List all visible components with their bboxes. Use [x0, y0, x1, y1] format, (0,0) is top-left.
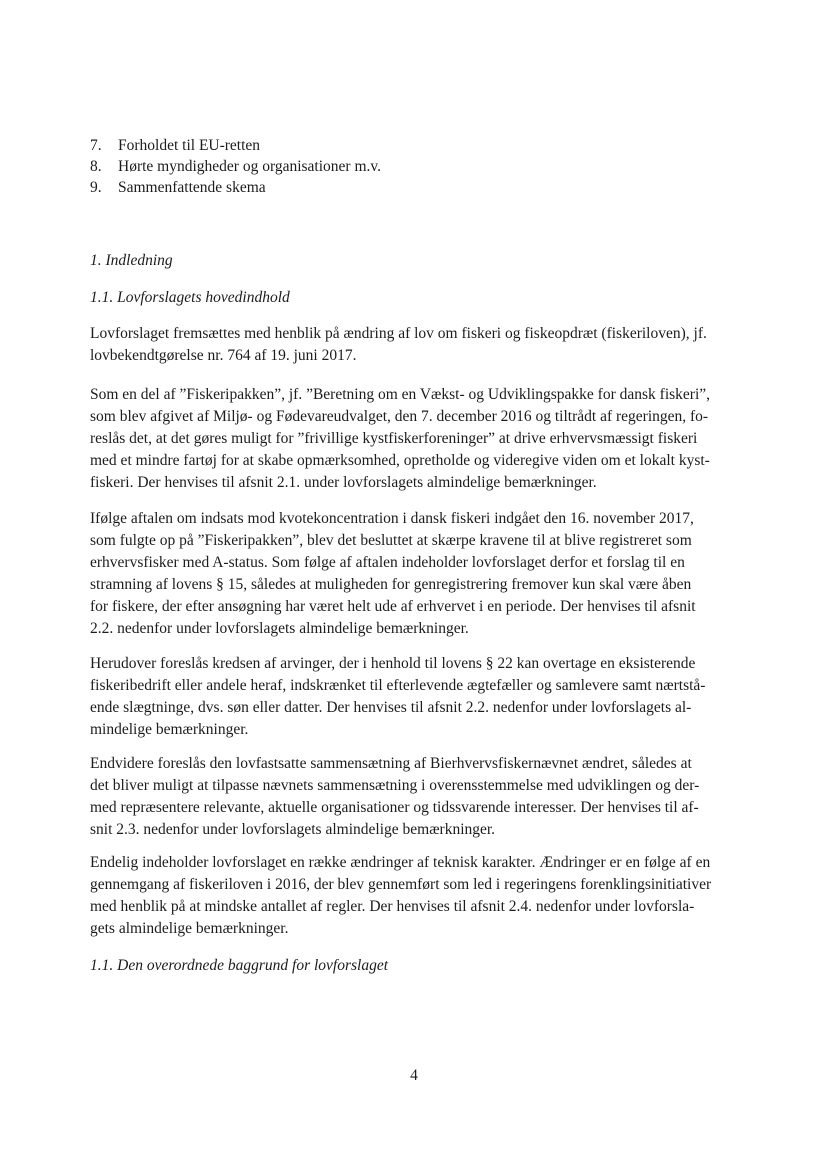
paragraph — [90, 323, 750, 367]
toc-item-number: 7. — [90, 137, 102, 154]
toc-item-text: Forholdet til EU-retten — [118, 137, 261, 154]
paragraph-line: mindelige bemærkninger. — [90, 721, 249, 738]
table-of-contents — [90, 135, 381, 198]
toc-item — [90, 135, 381, 156]
paragraph-line: gennemgang af fiskeriloven i 2016, der blev gennemført som led i regeringens forenklingsinitiativer — [90, 876, 712, 893]
paragraph-line: som fulgte op på ”Fiskeripakken”, blev det besluttet at skærpe kravene til at blive registreret som — [90, 532, 692, 549]
section-heading-main-content: 1.1. Lovforslagets hovedindhold — [90, 289, 290, 306]
toc-item-number: 9. — [90, 179, 102, 196]
paragraph-line: Ifølge aftalen om indsats mod kvotekoncentration i dansk fiskeri indgået den 16. november 2017, — [90, 510, 694, 527]
paragraph-line: som blev afgivet af Miljø- og Fødevareudvalget, den 7. december 2016 og tiltrådt af regeringen, fo- — [90, 408, 709, 425]
paragraph-line: med repræsentere relevante, aktuelle organisationer og tidssvarende interesser. Der henvises til af- — [90, 799, 699, 816]
toc-item-text: Hørte myndigheder og organisationer m.v. — [118, 158, 382, 175]
paragraph-line: Endvidere foreslås den lovfastsatte sammensætning af Bierhvervsfiskernævnet ændret, således at — [90, 755, 692, 772]
paragraph-line: 2.2. nedenfor under lovforslagets almindelige bemærkninger. — [90, 620, 469, 637]
paragraph-line: stramning af lovens § 15, således at muligheden for genregistrering fremover kun skal være åben — [90, 576, 692, 593]
paragraph-line: fiskeri. Der henvises til afsnit 2.1. under lovforslagets almindelige bemærkninger. — [90, 474, 597, 491]
paragraph — [90, 384, 750, 494]
paragraph-line: snit 2.3. nedenfor under lovforslagets almindelige bemærkninger. — [90, 821, 496, 838]
paragraph — [90, 753, 750, 841]
paragraph-line: med et mindre fartøj for at skabe opmærksomhed, opretholde og videregive viden om et lokalt kyst- — [90, 452, 710, 469]
paragraph-line: lovbekendtgørelse nr. 764 af 19. juni 2017. — [90, 347, 357, 364]
paragraph-line: ende slægtninge, dvs. søn eller datter. Der henvises til afsnit 2.2. nedenfor under lovforslagets al- — [90, 699, 692, 716]
paragraph-line: med henblik på at mindske antallet af regler. Der henvises til afsnit 2.4. nedenfor under lovforsla- — [90, 898, 695, 915]
paragraph — [90, 653, 750, 741]
paragraph — [90, 852, 750, 940]
section-heading-introduction: 1. Indledning — [90, 252, 173, 269]
toc-item-number: 8. — [90, 158, 102, 175]
paragraph-line: det bliver muligt at tilpasse nævnets sammensætning i overensstemmelse med udviklingen og der- — [90, 777, 700, 794]
page-number: 4 — [410, 1067, 418, 1084]
paragraph-line: gets almindelige bemærkninger. — [90, 920, 289, 937]
paragraph-line: Lovforslaget fremsættes med henblik på ændring af lov om fiskeri og fiskeopdræt (fiskeriloven), jf. — [90, 325, 707, 342]
paragraph-line: Herudover foreslås kredsen af arvinger, der i henhold til lovens § 22 kan overtage en eksisterende — [90, 655, 696, 672]
paragraph-line: Endelig indeholder lovforslaget en række ændringer af teknisk karakter. Ændringer er en følge af en — [90, 854, 711, 871]
paragraph-line: fiskeribedrift eller andele heraf, indskrænket til efterlevende ægtefæller og samlevere samt nærtstå- — [90, 677, 706, 694]
paragraph-line: erhvervsfisker med A-status. Som følge af aftalen indeholder lovforslaget derfor et forslag til en — [90, 554, 685, 571]
section-heading-background: 1.1. Den overordnede baggrund for lovforslaget — [90, 957, 389, 974]
paragraph-line: for fiskere, der efter ansøgning har været helt ude af erhvervet i en periode. Der henvises til afsnit — [90, 598, 696, 615]
paragraph-line: Som en del af ”Fiskeripakken”, jf. ”Beretning om en Vækst- og Udviklingspakke for dansk fiskeri”, — [90, 386, 711, 403]
toc-item — [90, 156, 381, 177]
paragraph — [90, 508, 750, 640]
toc-item-text: Sammenfattende skema — [118, 179, 266, 196]
toc-item — [90, 177, 381, 198]
paragraph-line: reslås det, at det gøres muligt for ”frivillige kystfiskerforeninger” at drive erhvervsmæssigt fiskeri — [90, 430, 698, 447]
